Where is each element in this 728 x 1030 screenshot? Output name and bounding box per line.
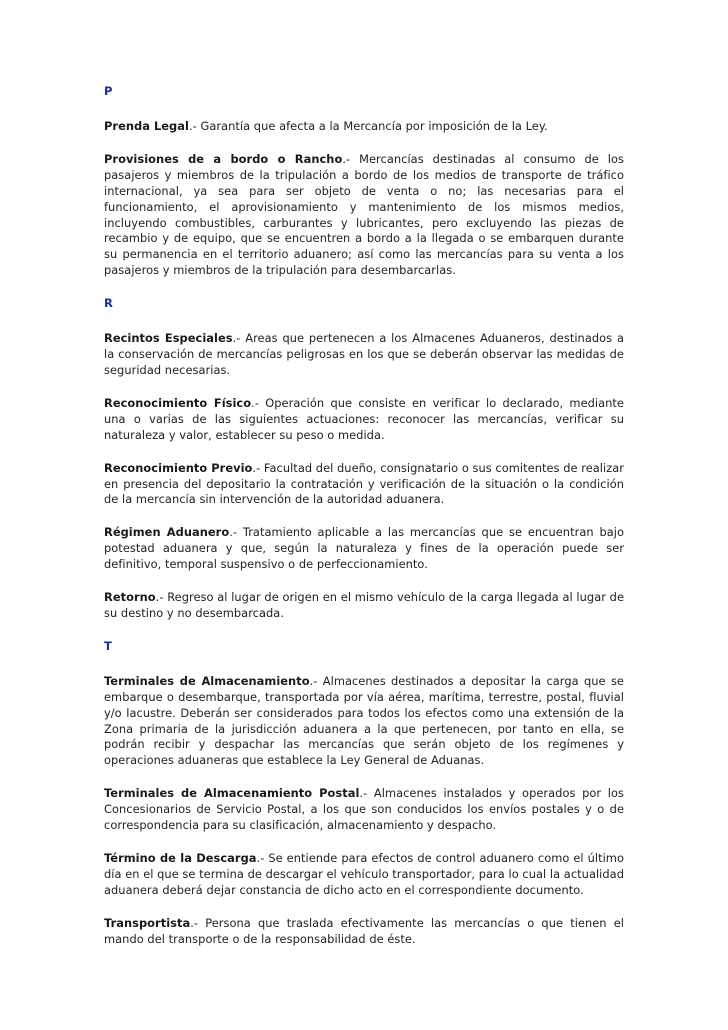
entry-definition: .- Regreso al lugar de origen en el mismo vehículo de la carga llegada al lugar de su destino y no desembarcada. (104, 590, 624, 620)
entry-definition: .- Tratamiento aplicable a las mercancías que se encuentran bajo potestad aduanera y que, según la naturaleza y fines de la operación puede ser definitivo, temporal suspensivo o de perfeccionamiento. (104, 525, 624, 572)
glossary-entry (104, 916, 624, 948)
entry-definition: .- Areas que pertenecen a los Almacenes Aduaneros, destinados a la conservación de mercancías peligrosas en los que se deberán observar las medidas de seguridad necesarias. (104, 331, 624, 377)
entry-term: Reconocimiento Previo (104, 460, 253, 475)
glossary-entry (104, 851, 624, 899)
section-letter-t: T (104, 638, 112, 653)
entry-term: Terminales de Almacenamiento (104, 673, 310, 688)
entry-term: Reconocimiento Físico (104, 395, 252, 410)
entry-definition: .- Persona que traslada efectivamente las mercancías o que tienen el mando del transporte o de la responsabilidad de éste. (104, 915, 624, 946)
entry-term: Transportista (104, 915, 191, 930)
section-letter-r: R (104, 296, 113, 311)
entry-term: Terminales de Almacenamiento Postal (104, 786, 360, 801)
glossary-entry (104, 152, 624, 279)
glossary-entry (104, 786, 624, 834)
entry-definition: .- Se entiende para efectos de control aduanero como el último día en el que se termina de descargar el vehículo transportador, para lo cual la actualidad aduanera deberá dejar constancia de dicho acto en el correspondiente documento. (104, 851, 624, 897)
glossary-entry (104, 396, 624, 444)
entry-definition: .- Garantía que afecta a la Mercancía por imposición de la Ley. (188, 119, 548, 133)
entry-definition: .- Facultad del dueño, consignatario o sus comitentes de realizar en presencia del depositario la contratación y verificación de la situación o la condición de la mercancía sin intervención de la autoridad aduanera. (104, 460, 625, 507)
entry-term: Retorno (104, 590, 156, 605)
entry-definition: .- Almacenes destinados a depositar la carga que se embarque o desembarque, transportada por vía aérea, marítima, terrestre, postal, fluvial y/o lacustre. Deberán ser considerados para todos los efectos como una extensión de la Zona primaria de la jurisdicción aduanera a la que pertenecen, por tanto en ella, se podrán recibir y despachar las mercancías que serán objeto de los regímenes y operaciones aduaneras que establece la Ley General de Aduanas. (104, 673, 624, 768)
entry-definition: .- Operación que consiste en verificar lo declarado, mediante una o varias de las siguientes actuaciones: reconocer las mercancías, verificar su naturaleza y valor, establecer su peso o medida. (104, 395, 624, 442)
glossary-entry (104, 674, 624, 769)
section-letter-p: P (104, 84, 113, 98)
glossary-document (104, 84, 624, 965)
glossary-entry (104, 331, 624, 379)
entry-definition: .- Mercancías destinadas al consumo de los pasajeros y miembros de la tripulación a bordo de los medios de transporte de tráfico internacional, ya sea para ser objeto de venta o no; las necesarias para el funcionamiento, el aprovisionamiento y mantenimiento de los mismos medios, incluyendo combustibles, carburantes y lubricantes, pero excluyendo las piezas de recambio y de equipo, que se encuentren a bordo a la llegada o se embarquen durante su permanencia en el territorio aduanero; así como las mercancías para su venta a los pasajeros y miembros de la tripulación para desembarcarlas. (104, 151, 624, 278)
entry-definition: .- Almacenes instalados y operados por los Concesionarios de Servicio Postal, a los que son conducidos los envíos postales y o de correspondencia para su clasificación, almacenamiento y despacho. (104, 786, 624, 833)
entry-term: Recintos Especiales (104, 331, 233, 346)
entry-term: Provisiones de a bordo o Rancho (104, 151, 343, 166)
entry-term: Término de la Descarga (104, 851, 257, 865)
entry-term: Régimen Aduanero (104, 525, 230, 540)
glossary-entry (104, 525, 624, 573)
entry-term: Prenda Legal (104, 119, 189, 133)
glossary-entry (104, 119, 624, 135)
glossary-entry (104, 590, 624, 622)
glossary-entry (104, 461, 624, 509)
